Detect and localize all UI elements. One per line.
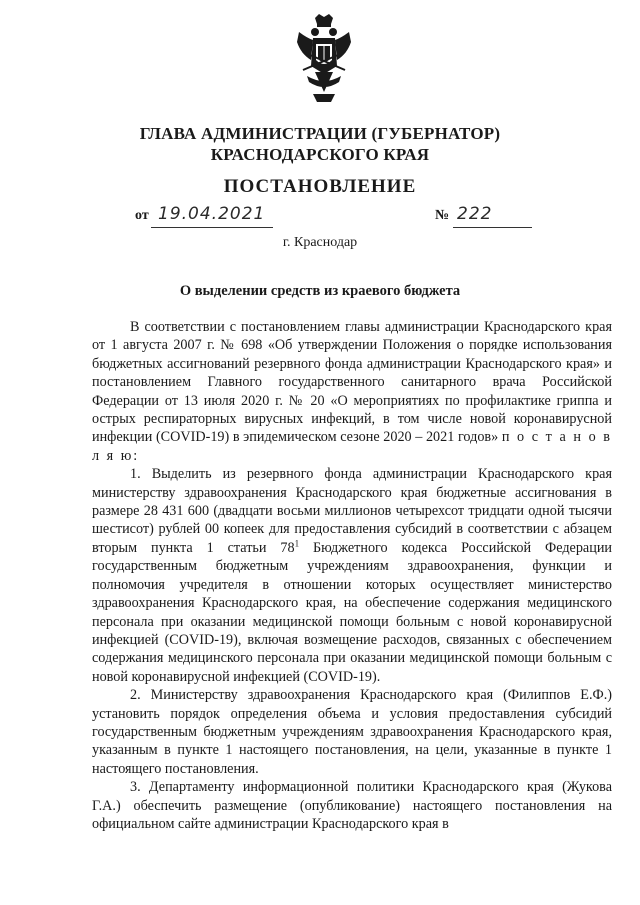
- date-number-row: [0, 206, 640, 232]
- number-underline: [453, 227, 532, 228]
- item-1-paragraph: [92, 465, 612, 686]
- number-label: №: [435, 208, 450, 223]
- org-title-line-1: ГЛАВА АДМИНИСТРАЦИИ (ГУБЕРНАТОР): [139, 124, 501, 143]
- document-body: [92, 318, 612, 833]
- item-1-text-a: 1. Выделить из резервного фонда администрации Краснодарского края министерству здравоохранения Краснодарского края бюджетные ассигнования в размере 28 431 600 (двадцати восьми миллионов четырехсот тридцати одной тысячи шестисот) рублей 00 копеек для предоставления субсидий в соответствии с абзацем вторым пункта 1 статьи 78: [92, 466, 612, 556]
- coat-of-arms-icon: [293, 12, 355, 104]
- intro-paragraph: [92, 318, 612, 465]
- date-underline: [151, 227, 273, 228]
- item-1-text-b: Бюджетного кодекса Российской Федерации государственным бюджетным учреждениям здравоохранения, функции и полномочия учредителя в отношении которых осуществляет министерство здравоохранения Краснодарского края, на обеспечение содержания медицинского персонала при оказании медицинской помощи больным с новой коронавирусной инфекцией (COVID-19), включая возмещение расходов, связанных с обеспечением содержания медицинского персонала при оказании медицинской помощи больным с новой коронавирусной инфекцией (COVID-19).: [92, 539, 612, 685]
- document-type: ПОСТАНОВЛЕНИЕ: [223, 176, 417, 197]
- number-value: 222: [457, 204, 493, 224]
- org-title-line-2: КРАСНОДАРСКОГО КРАЯ: [210, 145, 430, 164]
- item-1-superscript: 1: [294, 538, 300, 549]
- date-label: от: [135, 208, 149, 223]
- item-2-paragraph: 2. Министерству здравоохранения Краснодарского края (Филиппов Е.Ф.) установить порядок определения объема и условия предоставления субсидий государственным бюджетным учреждениям здравоохранения Краснодарского края, указанным в пункте 1 настоящего постановления, на цели, указанные в пункте 1 настоящего постановления.: [92, 687, 612, 777]
- date-value: 19.04.2021: [158, 204, 266, 224]
- document-subject: О выделении средств из краевого бюджета: [179, 283, 461, 299]
- item-3-paragraph: 3. Департаменту информационной политики Краснодарского края (Жукова Г.А.) обеспечить размещение (опубликование) настоящего постановления на официальном сайте администрации Краснодарского края в: [92, 779, 612, 832]
- city: г. Краснодар: [282, 235, 358, 250]
- intro-decree: п о с т а н о в л я ю:: [92, 429, 613, 464]
- intro-text: В соответствии с постановлением главы администрации Краснодарского края от 1 августа 2007 г. № 698 «Об утверждении Положения о порядке использования бюджетных ассигнований резервного фонда администрации Краснодарского края» и постановлением Главного государственного санитарного врача Российской Федерации от 13 июля 2020 г. № 20 «О мероприятиях по профилактике гриппа и острых респираторных вирусных инфекций, в том числе новой коронавирусной инфекции (COVID-19) в эпидемическом сезоне 2020 – 2021 годов»: [92, 319, 612, 446]
